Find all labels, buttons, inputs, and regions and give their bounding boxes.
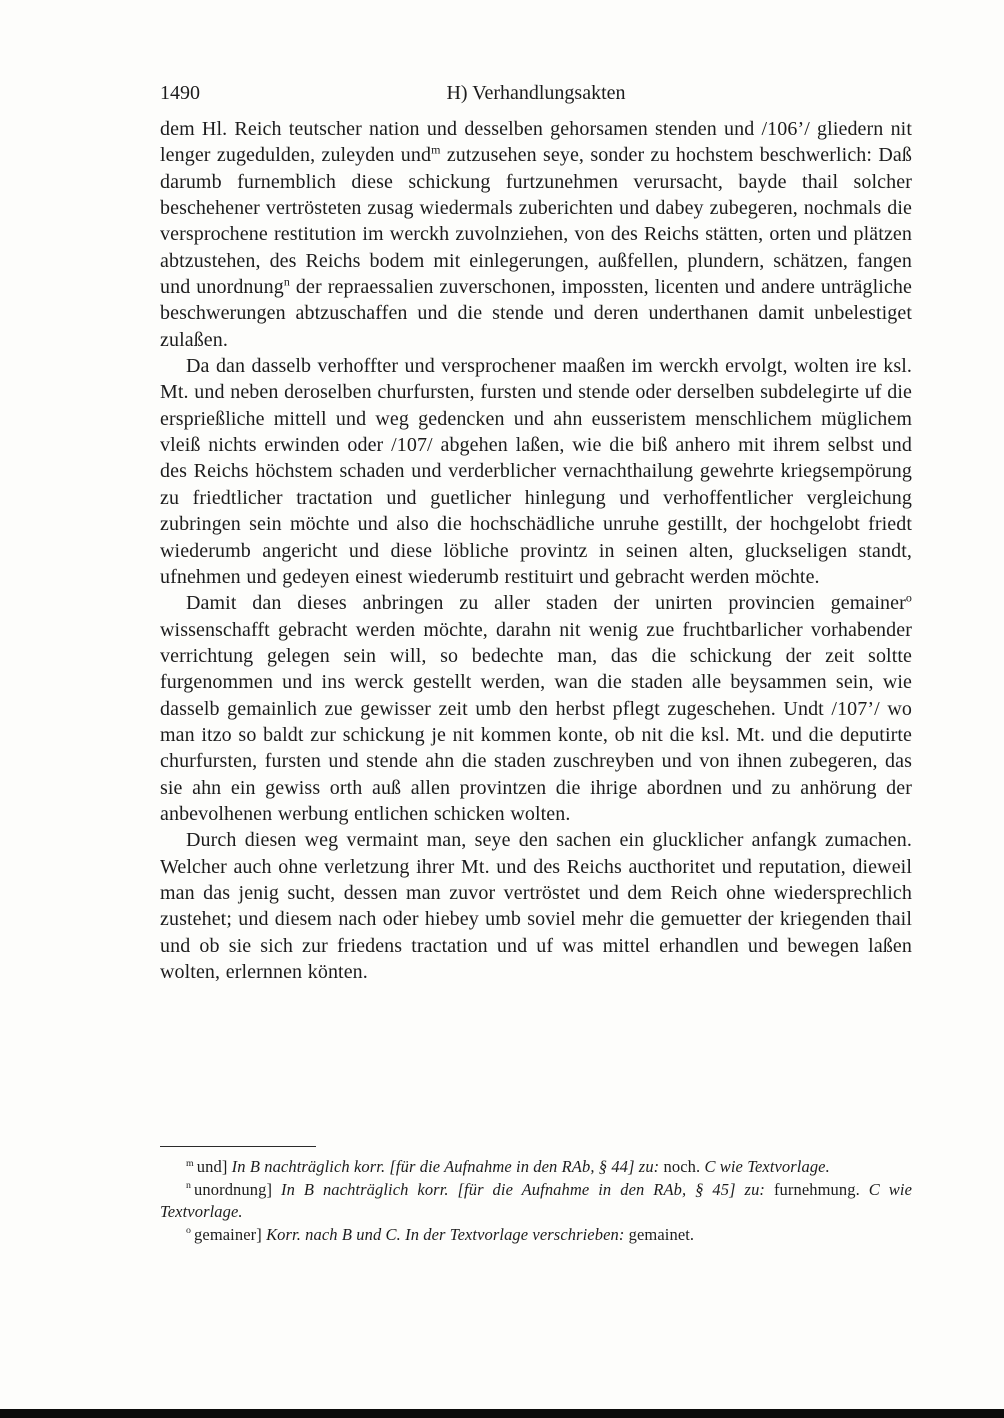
paragraph bbox=[160, 827, 912, 985]
footnote-section bbox=[160, 1146, 912, 1246]
text-segment: wissenschafft gebracht werden möchte, darahn nit wenig zue fruchtbarlicher vorhabender verrichtung gelegen sein will, so bedechte man, das die schickung der zeit soltte furgenommen und ins werck gestellt werden, wan die staden alle beysammen sein, wie dasselb gemainlich zue gewisser zeit umb den herbst pflegt zugeschehen. Undt /107’/ wo man itzo so baldt zur schickung je nit kommen konte, ob nit die ksl. Mt. und die deputirte churfursten, fursten und stende ahn die staden zuschreyben und von ihnen zubegeren, das sie ahn ein gewiss orth auß allen provintzen die ihrige abordnen und zu anhörung der anbevolhenen werbung entlichen schicken wolten. bbox=[160, 618, 912, 825]
text-segment: noch. bbox=[659, 1157, 705, 1176]
text-segment: furnehmung. bbox=[765, 1179, 869, 1199]
footnote-separator-rule bbox=[160, 1146, 316, 1147]
page-number: 1490 bbox=[160, 82, 200, 104]
text-segment: der repraessalien zuverschonen, impossten, licenten und andere unträgliche beschwerungen abtzuschaffen und die stende und deren underthanen damit unbelestiget zulaßen. bbox=[160, 276, 912, 351]
scan-edge-artifact bbox=[0, 1409, 1004, 1418]
paragraph bbox=[160, 590, 912, 827]
text-segment: Damit dan dieses anbringen zu aller staden der unirten provincien gemainer bbox=[186, 592, 906, 615]
text-segment: In B nachträglich korr. [für die Aufnahme in den RAb, § 44] zu: bbox=[231, 1157, 660, 1176]
footnote-reference-marker: o bbox=[905, 590, 912, 605]
footnote-reference-marker: n bbox=[283, 274, 290, 289]
footnotes bbox=[160, 1156, 912, 1246]
text-segment: und] bbox=[196, 1157, 232, 1176]
text-segment: C wie Textvorlage. bbox=[160, 1179, 913, 1222]
text-segment: unordnung] bbox=[194, 1179, 281, 1199]
text-segment: gemainer] bbox=[194, 1224, 267, 1244]
footnote-marker: m bbox=[186, 1157, 194, 1169]
text-segment: C wie Textvorlage. bbox=[704, 1157, 830, 1176]
text-segment: Da dan dasselb verhoffter und versprochener maaßen im werckh ervolgt, wolten ire ksl. Mt. und neben deroselben churfursten, fursten und stende oder derselben subdelegirte uf die ersprießliche mittell und weg gedencken und ahn eusseristem menschlichem müglichem vleiß nichts erwinden oder /107/ abgehen laßen, wie die biß anhero mit ihrem selbst und des Reichs höchstem schaden und verderblicher vernachthailung gewehrte kriegsempörung zu friedtlicher tractation und guetlicher hinlegung und verhoffentlicher vergleichung zubringen sein möchte und also die hochschädliche unruhe gestillt, der hochgelobt friedt wiederumb angericht und diese löbliche provintz in seinen alten, gluckseligen standt, ufnehmen und gedeyen einest wiederumb restituirt und gebracht werden möchte. bbox=[160, 355, 912, 588]
paragraph bbox=[160, 116, 912, 353]
page-header bbox=[160, 82, 912, 108]
footnote bbox=[160, 1156, 912, 1179]
text-segment: Durch diesen weg vermaint man, seye den sachen ein glucklicher anfangk zumachen. Welcher auch ohne verletzung ihrer Mt. und des Reichs aucthoritet und reputation, dieweil man das jenig sucht, dessen man zuvor vertröstet und dem Reich ohne wiedersprechlich zustehet; und diesem nach oder hiebey umb soviel mehr die gemuetter der kriegenden thail und ob sie sich zur friedens tractation und uf was mittel erhandlen und bewegen laßen wolten, erlernnen könten. bbox=[160, 829, 912, 983]
body-text bbox=[160, 116, 912, 985]
footnote bbox=[160, 1179, 912, 1224]
text-segment: zutzusehen seye, sonder zu hochstem beschwerlich: Daß darumb furnemblich diese schickung furtzunehmen verursacht, bayde thail solcher beschehener vertrösteten zusag wiedermals zuberichten und dabey zubegeren, nochmals die versprochene restitution im werckh zuvolnziehen, von des Reichs stätten, orten und plätzen abtzustehen, des Reichs bodem mit einlegerungen, außfellen, plundern, schätzen, fangen und unordnung bbox=[160, 144, 912, 299]
footnote-marker: o bbox=[186, 1225, 192, 1237]
text-segment: gemainet. bbox=[624, 1224, 695, 1244]
footnote-marker: n bbox=[186, 1180, 192, 1192]
footnote bbox=[160, 1224, 912, 1247]
body-paragraphs bbox=[160, 116, 912, 985]
running-title: H) Verhandlungsakten bbox=[446, 82, 626, 104]
text-segment: In B nachträglich korr. [für die Aufnahme in den RAb, § 45] zu: bbox=[280, 1179, 766, 1199]
text-segment: dem Hl. Reich teutscher nation und desselben gehorsamen stenden und /106’/ gliedern nit lenger zugedulden, zuleyden und bbox=[160, 118, 912, 167]
footnote-reference-marker: m bbox=[431, 142, 441, 157]
paragraph bbox=[160, 353, 912, 590]
text-segment: Korr. nach B und C. In der Textvorlage verschrieben: bbox=[266, 1224, 625, 1244]
